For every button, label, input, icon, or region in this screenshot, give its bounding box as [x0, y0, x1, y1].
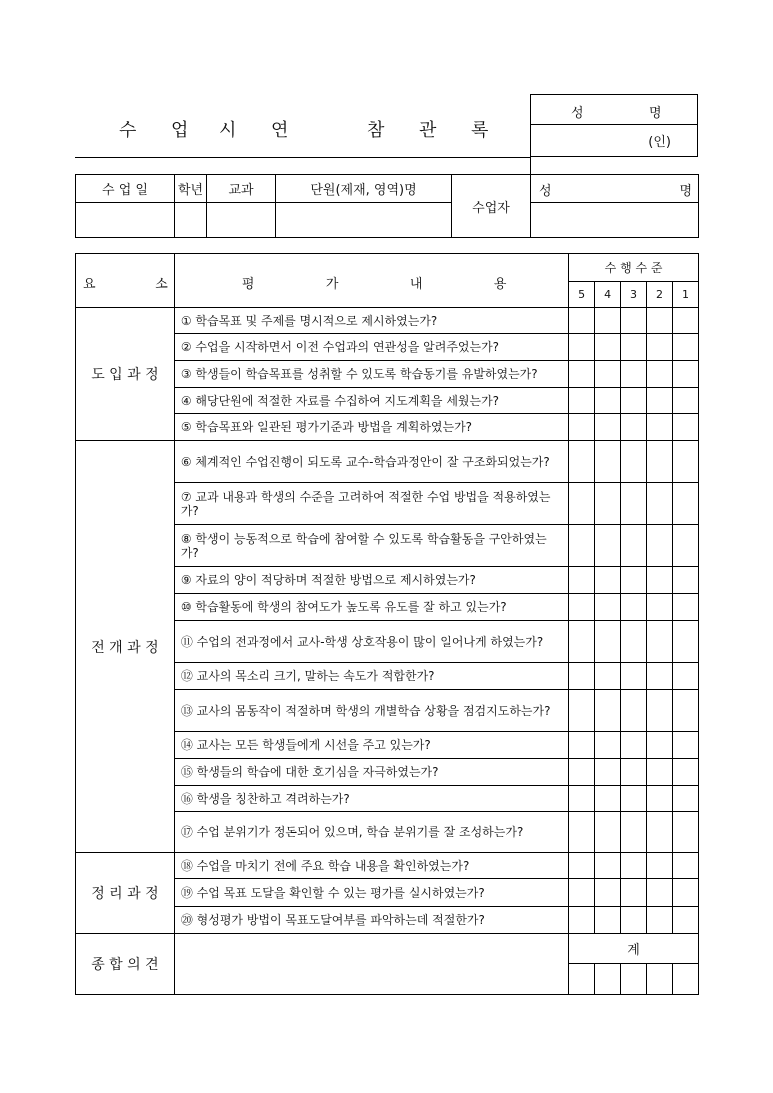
score-cell-1[interactable]	[672, 759, 698, 786]
evaluation-item: ⑯ 학생을 칭찬하고 격려하는가?	[174, 786, 568, 812]
element-header-char: 요	[83, 277, 96, 292]
observer-box-stem	[530, 156, 531, 174]
title-char: 관	[419, 120, 437, 141]
score-cell-3[interactable]	[621, 621, 647, 663]
total-label: 계	[569, 934, 699, 964]
score-cell-2[interactable]	[647, 663, 673, 690]
score-cell-5[interactable]	[569, 759, 595, 786]
score-cell-1[interactable]	[672, 525, 698, 567]
score-cell-5[interactable]	[569, 388, 595, 414]
teacher-header: 수업자	[452, 175, 531, 238]
content-header-char: 내	[409, 277, 423, 292]
score-cell-2[interactable]	[647, 361, 673, 388]
total-score-5[interactable]	[569, 964, 595, 995]
score-cell-1[interactable]	[672, 907, 698, 934]
score-cell-5[interactable]	[569, 879, 595, 907]
observer-box	[530, 94, 698, 157]
evaluation-item: ⑦ 교과 내용과 학생의 수준을 고려하여 적절한 수업 방법을 적용하였는가?	[174, 483, 568, 525]
evaluation-item: ④ 해당단원에 적절한 자료를 수집하여 지도계획을 세웠는가?	[174, 388, 568, 414]
score-cell-1[interactable]	[672, 621, 698, 663]
evaluation-item: ② 수업을 시작하면서 이전 수업과의 연관성을 알려주었는가?	[174, 334, 568, 361]
evaluation-row	[76, 308, 699, 334]
content-header-char: 가	[325, 277, 339, 292]
score-cell-1[interactable]	[672, 594, 698, 621]
evaluation-item: ⑨ 자료의 양이 적당하며 적절한 방법으로 제시하였는가?	[174, 567, 568, 594]
score-cell-4[interactable]	[595, 567, 621, 594]
score-cell-4[interactable]	[595, 879, 621, 907]
evaluation-item: ⑥ 체계적인 수업진행이 되도록 교수-학습과정안이 잘 구조화되었는가?	[174, 441, 568, 483]
score-cell-4[interactable]	[595, 525, 621, 567]
evaluation-row	[76, 441, 699, 483]
score-cell-5[interactable]	[569, 853, 595, 879]
evaluation-row	[76, 853, 699, 879]
score-cell-3[interactable]	[621, 853, 647, 879]
grade-field[interactable]	[175, 203, 207, 238]
title-char: 시	[219, 120, 237, 141]
date-header: 수 업 일	[76, 175, 175, 203]
score-cell-3[interactable]	[621, 334, 647, 361]
score-cell-4[interactable]	[595, 732, 621, 759]
evaluation-item: ⑰ 수업 분위기가 정돈되어 있으며, 학습 분위기를 잘 조성하는가?	[174, 812, 568, 853]
score-cell-4[interactable]	[595, 853, 621, 879]
score-cell-3[interactable]	[621, 786, 647, 812]
section-label: 전 개 과 정	[76, 441, 175, 853]
score-cell-5[interactable]	[569, 308, 595, 334]
observer-name-label-2: 명	[649, 106, 662, 121]
score-cell-2[interactable]	[647, 786, 673, 812]
score-cell-2[interactable]	[647, 567, 673, 594]
score-cell-5[interactable]	[569, 690, 595, 732]
title-char: 참	[367, 120, 385, 141]
score-cell-4[interactable]	[595, 361, 621, 388]
score-cell-2[interactable]	[647, 334, 673, 361]
observer-name-header	[531, 95, 698, 125]
observer-seal: (인)	[648, 135, 671, 150]
score-cell-3[interactable]	[621, 483, 647, 525]
score-cell-5[interactable]	[569, 812, 595, 853]
score-cell-2[interactable]	[647, 759, 673, 786]
score-cell-5[interactable]	[569, 663, 595, 690]
evaluation-item: ⑧ 학생이 능동적으로 학습에 참여할 수 있도록 학습활동을 구안하였는가?	[174, 525, 568, 567]
score-cell-4[interactable]	[595, 907, 621, 934]
summary-opinion-label: 종 합 의 견	[76, 934, 175, 995]
score-cell-1[interactable]	[672, 690, 698, 732]
score-4-header: 4	[595, 282, 621, 308]
score-cell-1[interactable]	[672, 879, 698, 907]
observer-name-label-1: 성	[571, 106, 584, 121]
score-cell-2[interactable]	[647, 594, 673, 621]
score-cell-2[interactable]	[647, 483, 673, 525]
teacher-name-label-1: 성	[539, 184, 552, 199]
score-cell-2[interactable]	[647, 621, 673, 663]
score-cell-4[interactable]	[595, 334, 621, 361]
score-cell-2[interactable]	[647, 414, 673, 441]
evaluation-item: ⑮ 학생들의 학습에 대한 호기심을 자극하였는가?	[174, 759, 568, 786]
score-cell-2[interactable]	[647, 690, 673, 732]
score-5-header: 5	[569, 282, 595, 308]
score-cell-4[interactable]	[595, 441, 621, 483]
unit-field[interactable]	[276, 203, 452, 238]
score-cell-2[interactable]	[647, 388, 673, 414]
teacher-name-field[interactable]	[531, 203, 699, 238]
score-cell-5[interactable]	[569, 483, 595, 525]
score-cell-3[interactable]	[621, 525, 647, 567]
section-label: 정 리 과 정	[76, 853, 175, 934]
total-score-4[interactable]	[595, 964, 621, 995]
score-cell-3[interactable]	[621, 567, 647, 594]
score-cell-5[interactable]	[569, 361, 595, 388]
score-cell-5[interactable]	[569, 907, 595, 934]
score-cell-3[interactable]	[621, 594, 647, 621]
evaluation-item: ⑬ 교사의 몸동작이 적절하며 학생의 개별학습 상황을 점검지도하는가?	[174, 690, 568, 732]
score-cell-3[interactable]	[621, 361, 647, 388]
score-cell-1[interactable]	[672, 483, 698, 525]
grade-header: 학년	[175, 175, 207, 203]
content-header-char: 용	[493, 277, 507, 292]
title-char: 록	[471, 120, 489, 141]
score-cell-3[interactable]	[621, 732, 647, 759]
score-cell-2[interactable]	[647, 441, 673, 483]
evaluation-item: ⑱ 수업을 마치기 전에 주요 학습 내용을 확인하였는가?	[174, 853, 568, 879]
score-cell-4[interactable]	[595, 308, 621, 334]
date-field[interactable]	[76, 203, 175, 238]
evaluation-item: ⑩ 학습활동에 학생의 참여도가 높도록 유도를 잘 하고 있는가?	[174, 594, 568, 621]
score-cell-2[interactable]	[647, 907, 673, 934]
score-cell-3[interactable]	[621, 812, 647, 853]
evaluation-item: ⑲ 수업 목표 도달을 확인할 수 있는 평가를 실시하였는가?	[174, 879, 568, 907]
score-cell-5[interactable]	[569, 334, 595, 361]
score-cell-3[interactable]	[621, 907, 647, 934]
score-cell-1[interactable]	[672, 812, 698, 853]
score-cell-3[interactable]	[621, 663, 647, 690]
evaluation-item: ⑤ 학습목표와 일관된 평가기준과 방법을 계획하였는가?	[174, 414, 568, 441]
score-cell-2[interactable]	[647, 308, 673, 334]
score-cell-1[interactable]	[672, 567, 698, 594]
section-label: 도 입 과 정	[76, 308, 175, 441]
performance-level-header: 수 행 수 준	[569, 254, 699, 282]
score-cell-4[interactable]	[595, 414, 621, 441]
summary-opinion-field[interactable]	[174, 934, 568, 995]
title-char: 연	[271, 120, 289, 141]
teacher-name-header	[531, 175, 699, 203]
score-cell-2[interactable]	[647, 525, 673, 567]
title-char: 수	[119, 120, 137, 141]
score-cell-3[interactable]	[621, 308, 647, 334]
evaluation-item: ③ 학생들이 학습목표를 성취할 수 있도록 학습동기를 유발하였는가?	[174, 361, 568, 388]
document-title	[75, 106, 530, 146]
score-cell-4[interactable]	[595, 786, 621, 812]
score-cell-3[interactable]	[621, 759, 647, 786]
score-cell-4[interactable]	[595, 483, 621, 525]
element-header-char: 소	[155, 277, 168, 292]
content-header-char: 평	[241, 277, 255, 292]
score-cell-1[interactable]	[672, 414, 698, 441]
total-score-2[interactable]	[647, 964, 673, 995]
score-cell-5[interactable]	[569, 567, 595, 594]
score-3-header: 3	[621, 282, 647, 308]
score-cell-1[interactable]	[672, 361, 698, 388]
score-2-header: 2	[647, 282, 673, 308]
score-cell-5[interactable]	[569, 732, 595, 759]
evaluation-table	[75, 253, 699, 995]
score-cell-1[interactable]	[672, 663, 698, 690]
lesson-info-table	[75, 174, 699, 238]
subject-header: 교과	[207, 175, 276, 203]
evaluation-item: ⑫ 교사의 목소리 크기, 말하는 속도가 적합한가?	[174, 663, 568, 690]
score-cell-1[interactable]	[672, 334, 698, 361]
total-score-3[interactable]	[621, 964, 647, 995]
title-underline	[75, 157, 530, 158]
evaluation-item: ⑪ 수업의 전과정에서 교사-학생 상호작용이 많이 일어나게 하였는가?	[174, 621, 568, 663]
evaluation-item: ⑭ 교사는 모든 학생들에게 시선을 주고 있는가?	[174, 732, 568, 759]
score-cell-5[interactable]	[569, 594, 595, 621]
content-header	[174, 254, 568, 308]
subject-field[interactable]	[207, 203, 276, 238]
score-cell-4[interactable]	[595, 812, 621, 853]
score-cell-3[interactable]	[621, 690, 647, 732]
score-cell-3[interactable]	[621, 441, 647, 483]
score-cell-3[interactable]	[621, 388, 647, 414]
score-cell-4[interactable]	[595, 690, 621, 732]
score-cell-4[interactable]	[595, 594, 621, 621]
unit-header: 단원(제재, 영역)명	[276, 175, 452, 203]
score-cell-4[interactable]	[595, 759, 621, 786]
score-cell-4[interactable]	[595, 663, 621, 690]
score-cell-2[interactable]	[647, 732, 673, 759]
element-header	[76, 254, 175, 308]
score-cell-3[interactable]	[621, 879, 647, 907]
score-cell-1[interactable]	[672, 853, 698, 879]
score-cell-5[interactable]	[569, 441, 595, 483]
score-cell-2[interactable]	[647, 879, 673, 907]
score-cell-4[interactable]	[595, 388, 621, 414]
score-cell-4[interactable]	[595, 621, 621, 663]
score-cell-5[interactable]	[569, 525, 595, 567]
observer-seal-cell[interactable]	[531, 125, 698, 157]
score-cell-5[interactable]	[569, 786, 595, 812]
teacher-name-label-2: 명	[679, 184, 692, 199]
evaluation-item: ⑳ 형성평가 방법이 목표도달여부를 파악하는데 적절한가?	[174, 907, 568, 934]
score-cell-1[interactable]	[672, 388, 698, 414]
title-char: 업	[171, 120, 189, 141]
score-1-header: 1	[672, 282, 698, 308]
score-cell-5[interactable]	[569, 621, 595, 663]
score-cell-1[interactable]	[672, 732, 698, 759]
evaluation-item: ① 학습목표 및 주제를 명시적으로 제시하였는가?	[174, 308, 568, 334]
score-cell-5[interactable]	[569, 414, 595, 441]
score-cell-2[interactable]	[647, 812, 673, 853]
score-cell-2[interactable]	[647, 853, 673, 879]
score-cell-1[interactable]	[672, 786, 698, 812]
score-cell-1[interactable]	[672, 308, 698, 334]
total-score-1[interactable]	[672, 964, 698, 995]
score-cell-3[interactable]	[621, 414, 647, 441]
score-cell-1[interactable]	[672, 441, 698, 483]
